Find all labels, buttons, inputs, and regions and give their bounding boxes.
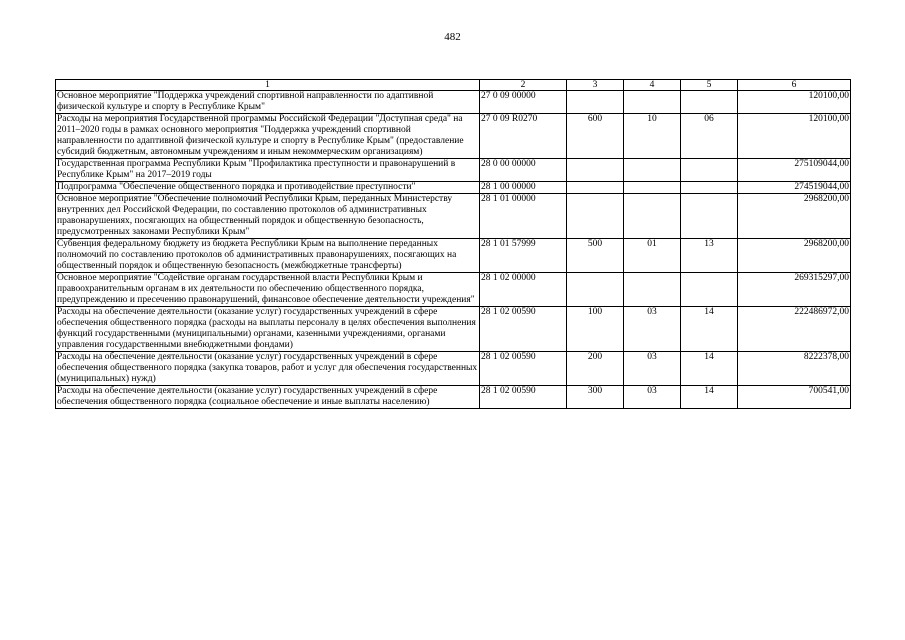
column-header-2: 2 (480, 80, 567, 91)
row-col3 (567, 182, 624, 194)
row-col3: 500 (567, 239, 624, 273)
row-col4: 03 (624, 386, 681, 409)
row-sum: 2968200,00 (738, 239, 851, 273)
row-sum: 120100,00 (738, 91, 851, 114)
table-row (56, 194, 851, 239)
row-sum: 275109044,00 (738, 159, 851, 182)
row-sum: 2968200,00 (738, 194, 851, 239)
row-col3 (567, 194, 624, 239)
page-number: 482 (444, 31, 461, 43)
row-sum: 222486972,00 (738, 307, 851, 352)
row-sum: 700541,00 (738, 386, 851, 409)
row-col4: 03 (624, 307, 681, 352)
row-code: 28 1 02 00590 (480, 386, 567, 409)
row-col5 (681, 273, 738, 307)
row-col3: 600 (567, 114, 624, 159)
row-sum: 274519044,00 (738, 182, 851, 194)
table-body (56, 91, 851, 409)
row-col4: 03 (624, 352, 681, 386)
row-code: 28 1 01 57999 (480, 239, 567, 273)
row-code: 27 0 09 R0270 (480, 114, 567, 159)
row-name: Расходы на обеспечение деятельности (оказание услуг) государственных учреждений в сфере обеспечения общественного порядка (закупка товаров, работ и услуг для обеспечения государственных (муниципальных) нужд) (56, 352, 480, 386)
header-row (56, 80, 851, 91)
row-code: 28 0 00 00000 (480, 159, 567, 182)
column-header-3: 3 (567, 80, 624, 91)
table-row (56, 386, 851, 409)
row-col5 (681, 91, 738, 114)
row-sum: 8222378,00 (738, 352, 851, 386)
table-row (56, 273, 851, 307)
row-col5: 13 (681, 239, 738, 273)
row-name: Подпрограмма "Обеспечение общественного порядка и противодействие преступности" (56, 182, 480, 194)
table-row (56, 307, 851, 352)
row-col4: 01 (624, 239, 681, 273)
row-col5 (681, 159, 738, 182)
row-name: Государственная программа Республики Крым "Профилактика преступности и правонарушений в Республике Крым" на 2017–2019 годы (56, 159, 480, 182)
row-name: Расходы на мероприятия Государственной программы Российской Федерации "Доступная среда" на 2011–2020 годы в рамках основного мероприятия "Поддержка учреждений спортивной направленности по адаптивной физической культуре и спорту в Республике Крым" (предоставление субсидий бюджетным, автономным учреждениям и иным некоммерческим организациям) (56, 114, 480, 159)
table-header (56, 80, 851, 91)
row-col5: 14 (681, 352, 738, 386)
table-row (56, 114, 851, 159)
row-col4 (624, 194, 681, 239)
column-header-6: 6 (738, 80, 851, 91)
row-col3 (567, 273, 624, 307)
row-code: 28 1 02 00590 (480, 352, 567, 386)
row-code: 27 0 09 00000 (480, 91, 567, 114)
row-name: Основное мероприятие "Содействие органам государственной власти Республики Крым и правоохранительным органам в их деятельности по обеспечению общественного порядка, предупреждению и пресечению правонарушений, финансовое обеспечение деятельности учреждения" (56, 273, 480, 307)
row-sum: 269315297,00 (738, 273, 851, 307)
row-col4 (624, 182, 681, 194)
budget-table (55, 79, 851, 409)
row-code: 28 1 01 00000 (480, 194, 567, 239)
row-name: Субвенция федеральному бюджету из бюджета Республики Крым на выполнение переданных полномочий по составлению протоколов об административных правонарушениях, посягающих на общественный порядок и общественную безопасность (межбюджетные трансферты) (56, 239, 480, 273)
table-row (56, 352, 851, 386)
row-col3: 300 (567, 386, 624, 409)
row-col4 (624, 159, 681, 182)
row-name: Основное мероприятие "Обеспечение полномочий Республики Крым, переданных Министерству внутренних дел Российской Федерации, по составлению протоколов об административных правонарушениях, посягающих на общественный порядок и общественную безопасность, предусмотренных законами Республики Крым" (56, 194, 480, 239)
row-name: Расходы на обеспечение деятельности (оказание услуг) государственных учреждений в сфере обеспечения общественного порядка (социальное обеспечение и иные выплаты населению) (56, 386, 480, 409)
table-row (56, 159, 851, 182)
row-col3 (567, 159, 624, 182)
column-header-4: 4 (624, 80, 681, 91)
row-col4: 10 (624, 114, 681, 159)
row-col5: 14 (681, 307, 738, 352)
row-code: 28 1 02 00000 (480, 273, 567, 307)
table-row (56, 182, 851, 194)
row-col3: 100 (567, 307, 624, 352)
row-col4 (624, 273, 681, 307)
table-row (56, 239, 851, 273)
row-code: 28 1 00 00000 (480, 182, 567, 194)
row-col4 (624, 91, 681, 114)
row-col3 (567, 91, 624, 114)
table-row (56, 91, 851, 114)
row-col5 (681, 194, 738, 239)
row-sum: 120100,00 (738, 114, 851, 159)
row-col3: 200 (567, 352, 624, 386)
row-name: Расходы на обеспечение деятельности (оказание услуг) государственных учреждений в сфере обеспечения общественного порядка (расходы на выплаты персоналу в целях обеспечения выполнения функций государственными (муниципальными) органами, казенными учреждениями, органами управления государственными внебюджетными фондами) (56, 307, 480, 352)
column-header-5: 5 (681, 80, 738, 91)
column-header-1: 1 (56, 80, 480, 91)
row-name: Основное мероприятие "Поддержка учреждений спортивной направленности по адаптивной физической культуре и спорту в Республике Крым" (56, 91, 480, 114)
row-code: 28 1 02 00590 (480, 307, 567, 352)
row-col5: 06 (681, 114, 738, 159)
row-col5 (681, 182, 738, 194)
row-col5: 14 (681, 386, 738, 409)
